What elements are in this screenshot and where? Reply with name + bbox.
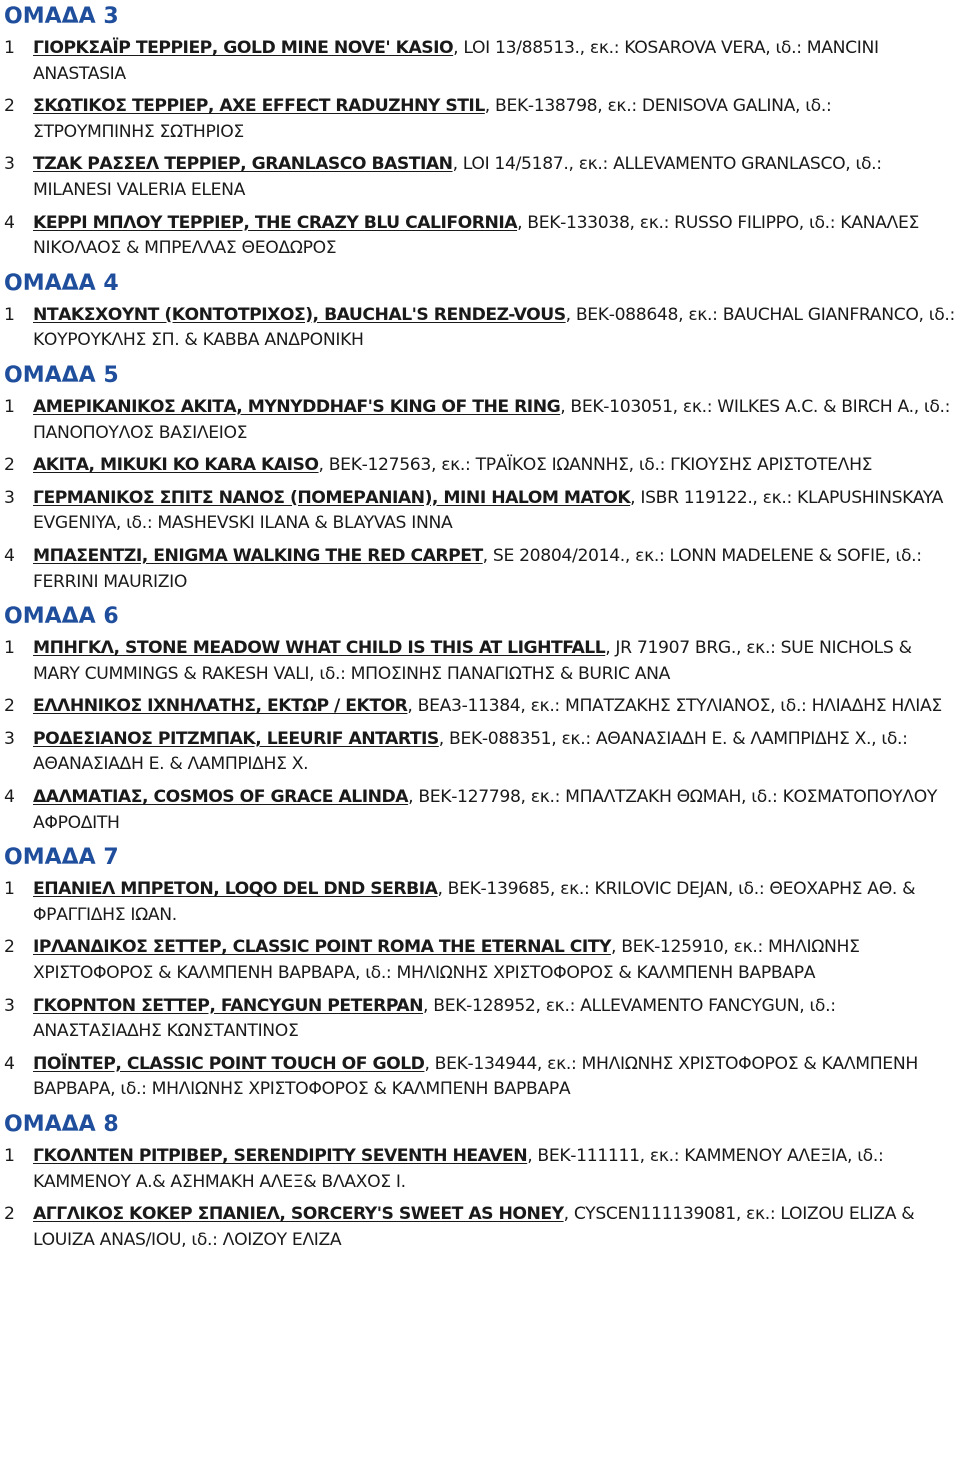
entry-row: [4, 727, 956, 778]
entry-number: 1: [4, 304, 15, 325]
breed-dog-name-link[interactable]: ΕΠΑΝΙΕΛ ΜΠΡΕΤΟΝ, LOQO DEL DND SERBIA: [33, 879, 438, 900]
entry-number: 1: [4, 879, 15, 900]
entry-details: , ΒΕΚ-111111, εκ.: ΚΑΜΜΕΝΟΥ ΑΛΕΞΙΑ, ιδ.: ΚΑΜΜΕΝΟΥ Α.& ΑΣΗΜΑΚΗ ΑΛΕΞ& ΒΛΑΧΟΣ Ι.: [33, 1146, 884, 1192]
group-section: [4, 1110, 956, 1253]
entry-row: [4, 1202, 956, 1253]
entry-number: 1: [4, 396, 15, 417]
entry-row: [4, 453, 956, 479]
entry-number: 1: [4, 38, 15, 58]
group-section: [4, 2, 956, 262]
entry-details: , ΒΕΚ-127563, εκ.: ΤΡΑΪΚΟΣ ΙΩΑΝΝΗΣ, ιδ.: ΓΚΙΟΥΣΗΣ ΑΡΙΣΤΟΤΕΛΗΣ: [318, 455, 873, 476]
breed-dog-name-link[interactable]: ΜΠΑΣΕΝΤΖΙ, ENIGMA WALKING THE RED CARPET: [33, 545, 483, 566]
entry-row: [4, 152, 956, 203]
entry-number: 4: [4, 212, 15, 233]
entry-number: 1: [4, 1146, 15, 1166]
breed-dog-name-link[interactable]: ΡΟΔΕΣΙΑΝΟΣ ΡΙΤΖΜΠΑΚ, LEEURIF ANTARTIS: [33, 728, 439, 749]
group-heading: ΟΜΑΔΑ 3: [4, 4, 119, 29]
group-heading: ΟΜΑΔΑ 7: [4, 845, 119, 871]
entry-details: , ΒΕΚ-103051, εκ.: WILKES A.C. & BIRCH A., ιδ.: ΠΑΝΟΠΟΥΛΟΣ ΒΑΣΙΛΕΙΟΣ: [33, 396, 951, 443]
entry-number: 2: [4, 696, 15, 717]
entry-row: [4, 544, 956, 595]
breed-dog-name-link[interactable]: ΓΚΟΡΝΤΟΝ ΣΕΤΤΕΡ, FANCYGUN PETERPAN: [33, 995, 424, 1016]
group-heading: ΟΜΑΔΑ 6: [4, 604, 119, 630]
entry-number: 1: [4, 638, 15, 659]
group-section: [4, 602, 956, 836]
entry-number: 3: [4, 728, 15, 749]
entry-details: , LOI 13/88513., εκ.: KOSAROVA VERA, ιδ.: MANCINI ANASTASIA: [33, 38, 879, 84]
entry-number: 2: [4, 455, 15, 476]
entry-row: [4, 636, 956, 687]
breed-dog-name-link[interactable]: ΣΚΩΤΙΚΟΣ ΤΕΡΡΙΕΡ, AXE EFFECT RADUZHNY STIL: [33, 96, 485, 117]
breed-dog-name-link[interactable]: ΔΑΛΜΑΤΙΑΣ, COSMOS OF GRACE ALINDA: [33, 787, 409, 808]
entry-details: , ΒΕΚ-128952, εκ.: ALLEVAMENTO FANCYGUN, ιδ.: ΑΝΑΣΤΑΣΙΑΔΗΣ ΚΩΝΣΤΑΝΤΙΝΟΣ: [33, 995, 836, 1042]
entry-row: [4, 211, 956, 262]
entry-number: 4: [4, 787, 15, 808]
entry-row: [4, 94, 956, 145]
entry-details: , ΒΕΚ-138798, εκ.: DENISOVA GALINA, ιδ.: ΣΤΡΟΥΜΠΙΝΗΣ ΣΩΤΗΡΙΟΣ: [33, 96, 832, 142]
breed-dog-name-link[interactable]: ΤΖΑΚ ΡΑΣΣΕΛ ΤΕΡΡΙΕΡ, GRANLASCO BASTIAN: [33, 154, 453, 175]
entry-details: , CYSCEN111139081, εκ.: LOIZOU ELIZA & LOUIZA ANAS/IOU, ιδ.: ΛΟΙΖΟΥ ΕΛΙΖΑ: [33, 1204, 915, 1250]
breed-dog-name-link[interactable]: ΠΟΪΝΤΕΡ, CLASSIC POINT TOUCH OF GOLD: [33, 1053, 425, 1074]
breed-dog-name-link[interactable]: ΑΚΙΤΑ, MIKUKI KO KARA KAISO: [33, 455, 319, 476]
entry-details: , ΒΕΚ-088648, εκ.: BAUCHAL GIANFRANCO, ιδ.: ΚΟΥΡΟΥΚΛΗΣ ΣΠ. & ΚΑΒΒΑ ΑΝΔΡΟΝΙΚΗ: [33, 304, 955, 351]
group-section: [4, 843, 956, 1103]
entry-row: [4, 486, 956, 537]
group-section: [4, 361, 956, 595]
entry-row: [4, 303, 956, 354]
entry-number: 2: [4, 937, 15, 958]
breed-dog-name-link[interactable]: ΚΕΡΡΙ ΜΠΛΟΥ ΤΕΡΡΙΕΡ, THE CRAZY BLU CALIFORNIA: [33, 212, 518, 233]
entry-row: [4, 877, 956, 928]
breed-dog-name-link[interactable]: ΓΚΟΛΝΤΕΝ ΡΙΤΡΙΒΕΡ, SERENDIPITY SEVENTH HEAVEN: [33, 1146, 528, 1166]
entry-details: , ISBR 119122., εκ.: KLAPUSHINSKAYA EVGENIYA, ιδ.: MASHEVSKI ILANA & BLAYVAS INNA: [33, 487, 944, 534]
entry-number: 4: [4, 1053, 15, 1074]
breed-dog-name-link[interactable]: ΓΙΟΡΚΣΑΪΡ ΤΕΡΡΙΕΡ, GOLD MINE NOVE' KASIO: [33, 38, 454, 58]
entry-number: 4: [4, 545, 15, 566]
breed-dog-name-link[interactable]: ΑΜΕΡΙΚΑΝΙΚΟΣ ΑΚΙΤΑ, MYNYDDHAF'S KING OF THE RING: [33, 396, 561, 417]
entry-row: [4, 935, 956, 986]
entry-details: , JR 71907 BRG., εκ.: SUE NICHOLS & MARY CUMMINGS & RAKESH VALI, ιδ.: ΜΠΟΣΙΝΗΣ ΠΑΝΑΓΙΩΤΗΣ & BURIC ANA: [33, 638, 912, 684]
entry-number: 3: [4, 154, 15, 175]
entry-row: [4, 1052, 956, 1103]
entry-number: 2: [4, 96, 15, 117]
group-heading: ΟΜΑΔΑ 4: [4, 270, 119, 296]
breed-dog-name-link[interactable]: ΙΡΛΑΝΔΙΚΟΣ ΣΕΤΤΕΡ, CLASSIC POINT ROMA THE ETERNAL CITY: [33, 937, 611, 958]
entry-row: [4, 395, 956, 446]
entry-details: , ΒΕΚ-125910, εκ.: ΜΗΛΙΩΝΗΣ ΧΡΙΣΤΟΦΟΡΟΣ & ΚΑΛΜΠΕΝΗ ΒΑΡΒΑΡΑ, ιδ.: ΜΗΛΙΩΝΗΣ ΧΡΙΣΤΟΦΟΡΟΣ & ΚΑΛΜΠΕΝΗ ΒΑΡΒΑΡΑ: [33, 937, 860, 984]
entry-details: , LOI 14/5187., εκ.: ALLEVAMENTO GRANLASCO, ιδ.: MILANESI VALERIA ELENA: [33, 154, 882, 200]
entry-details: , ΒΕΚ-133038, εκ.: RUSSO FILIPPO, ιδ.: ΚΑΝΑΛΕΣ ΝΙΚΟΛΑΟΣ & ΜΠΡΕΛΛΑΣ ΘΕΟΔΩΡΟΣ: [33, 212, 919, 259]
entry-details: , ΒΕΚ-134944, εκ.: ΜΗΛΙΩΝΗΣ ΧΡΙΣΤΟΦΟΡΟΣ & ΚΑΛΜΠΕΝΗ ΒΑΡΒΑΡΑ, ιδ.: ΜΗΛΙΩΝΗΣ ΧΡΙΣΤΟΦΟΡΟΣ & ΚΑΛΜΠΕΝΗ ΒΑΡΒΑΡΑ: [33, 1053, 918, 1100]
group-heading: ΟΜΑΔΑ 8: [4, 1112, 119, 1137]
entry-number: 3: [4, 487, 15, 508]
breed-dog-name-link[interactable]: ΜΠΗΓΚΛ, STONE MEADOW WHAT CHILD IS THIS AT LIGHTFALL: [33, 638, 606, 659]
group-section: [4, 269, 956, 354]
entry-row: [4, 36, 956, 87]
entry-details: , ΒΕΚ-088351, εκ.: ΑΘΑΝΑΣΙΑΔΗ Ε. & ΛΑΜΠΡΙΔΗΣ Χ., ιδ.: ΑΘΑΝΑΣΙΑΔΗ Ε. & ΛΑΜΠΡΙΔΗΣ Χ.: [33, 728, 908, 775]
entry-row: [4, 694, 956, 720]
entry-details: , ΒΕΚ-127798, εκ.: ΜΠΑΛΤΖΑΚΗ ΘΩΜΑΗ, ιδ.: ΚΟΣΜΑΤΟΠΟΥΛΟΥ ΑΦΡΟΔΙΤΗ: [33, 787, 938, 833]
entry-details: , SE 20804/2014., εκ.: LONN MADELENE & SOFIE, ιδ.: FERRINI MAURIZIO: [33, 545, 922, 592]
breed-dog-name-link[interactable]: ΝΤΑΚΣΧΟΥΝΤ (ΚΟΝΤΟΤΡΙΧΟΣ), BAUCHAL'S RENDEZ-VOUS: [33, 304, 566, 325]
group-heading: ΟΜΑΔΑ 5: [4, 362, 119, 388]
entry-row: [4, 994, 956, 1045]
breed-dog-name-link[interactable]: ΕΛΛΗΝΙΚΟΣ ΙΧΝΗΛΑΤΗΣ, ΕΚΤΩΡ / EKTOR: [33, 696, 408, 717]
breed-dog-name-link[interactable]: ΑΓΓΛΙΚΟΣ ΚΟΚΕΡ ΣΠΑΝΙΕΛ, SORCERY'S SWEET AS HONEY: [33, 1204, 564, 1225]
entry-row: [4, 1144, 956, 1195]
breed-dog-name-link[interactable]: ΓΕΡΜΑΝΙΚΟΣ ΣΠΙΤΣ ΝΑΝΟΣ (ΠΟΜΕΡΑΝΙΑΝ), MINI HALOM MATOK: [33, 487, 631, 508]
entry-row: [4, 785, 956, 836]
entry-number: 3: [4, 995, 15, 1016]
entry-details: , ΒΕΚ-139685, εκ.: KRILOVIC DEJAN, ιδ.: ΘΕΟΧΑΡΗΣ ΑΘ. & ΦΡΑΓΓΙΔΗΣ ΙΩΑΝ.: [33, 879, 916, 925]
entry-number: 2: [4, 1204, 15, 1225]
entry-details: , ΒΕΑ3-11384, εκ.: ΜΠΑΤΖΑΚΗΣ ΣΤΥΛΙΑΝΟΣ, ιδ.: ΗΛΙΑΔΗΣ ΗΛΙΑΣ: [407, 696, 942, 717]
